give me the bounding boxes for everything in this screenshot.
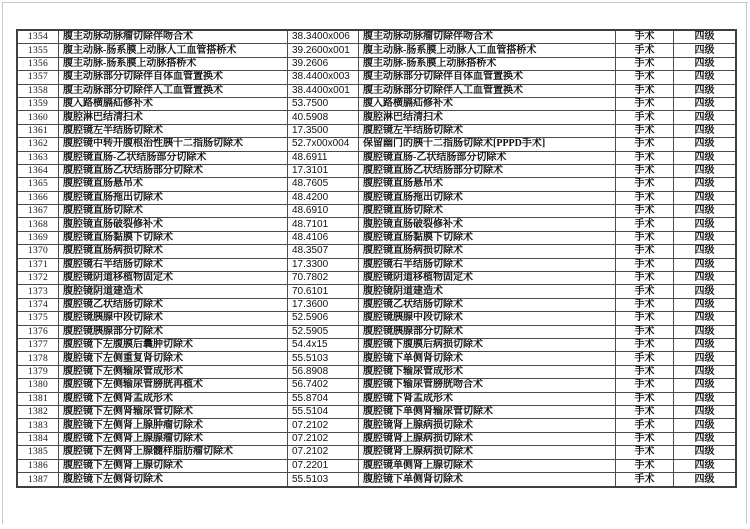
standard-procedure-name: 腹腔镜直肠破裂修补术 xyxy=(359,218,616,230)
operation-category: 手术 xyxy=(616,58,674,70)
operation-category: 手术 xyxy=(616,111,674,123)
table-row xyxy=(18,85,735,98)
standard-procedure-name: 腹腔镜直肠乙状结肠部分切除术 xyxy=(359,165,616,177)
operation-category: 手术 xyxy=(616,178,674,190)
standard-procedure-name: 腹腔镜乙状结肠切除术 xyxy=(359,299,616,311)
operation-level: 四级 xyxy=(694,419,715,431)
standard-procedure-name: 腹腔镜直肠黏膜下切除术 xyxy=(359,232,616,244)
table-row xyxy=(18,326,735,339)
row-number: 1356 xyxy=(18,58,59,70)
operation-category: 手术 xyxy=(616,98,674,110)
procedure-name: 腹腔镜下左侧输尿管膀胱再植术 xyxy=(59,379,288,391)
operation-category: 手术 xyxy=(616,31,674,43)
operation-level: 四级 xyxy=(694,218,715,230)
procedure-code: 48.4200 xyxy=(288,192,359,204)
procedure-name: 腹腔镜下左侧肾切除术 xyxy=(59,473,288,486)
row-number: 1381 xyxy=(18,393,59,405)
row-number: 1380 xyxy=(18,379,59,391)
row-number: 1364 xyxy=(18,165,59,177)
procedure-name: 腹主动脉部分切除伴自体血管置换术 xyxy=(59,71,288,83)
table-row xyxy=(18,352,735,365)
procedure-name: 腹腔镜右半结肠切除术 xyxy=(59,259,288,271)
procedure-name: 腹主动脉动脉瘤切除伴吻合术 xyxy=(59,31,288,43)
table-row xyxy=(18,312,735,325)
procedure-name: 腹主动脉-肠系膜上动脉搭桥术 xyxy=(59,58,288,70)
standard-procedure-name: 腹腔镜下单侧肾切除术 xyxy=(359,352,616,364)
operation-category: 手术 xyxy=(616,406,674,418)
operation-level: 四级 xyxy=(694,44,715,56)
procedure-code: 70.6101 xyxy=(288,285,359,297)
row-number: 1358 xyxy=(18,85,59,97)
procedure-code: 48.6910 xyxy=(288,205,359,217)
operation-level: 四级 xyxy=(694,459,715,471)
operation-category: 手术 xyxy=(616,299,674,311)
procedure-name: 腹腔镜下左侧肾上腺切除术 xyxy=(59,460,288,472)
operation-category: 手术 xyxy=(616,285,674,297)
standard-procedure-name: 腹腔镜下输尿管成形术 xyxy=(359,366,616,378)
standard-procedure-name: 腹腔镜单侧肾上腺切除术 xyxy=(359,460,616,472)
operation-category: 手术 xyxy=(616,272,674,284)
procedure-code: 52.5906 xyxy=(288,312,359,324)
procedure-name: 腹主动脉部分切除伴人工血管置换术 xyxy=(59,85,288,97)
operation-level: 四级 xyxy=(694,406,715,418)
table-row xyxy=(18,111,735,124)
procedure-name: 腹腔镜下左侧肾上腺肿瘤切除术 xyxy=(59,419,288,431)
standard-procedure-name: 腹腔镜直肠拖出切除术 xyxy=(359,192,616,204)
standard-procedure-name: 腹入路横膈疝修补术 xyxy=(359,98,616,110)
standard-procedure-name: 腹主动脉部分切除伴自体血管置换术 xyxy=(359,71,616,83)
standard-procedure-name: 腹腔镜胰腺部分切除术 xyxy=(359,326,616,338)
standard-procedure-name: 腹腔镜肾上腺病损切除术 xyxy=(359,419,616,431)
procedure-name: 腹腔镜阴道移植物固定术 xyxy=(59,272,288,284)
row-number: 1362 xyxy=(18,138,59,150)
table-row xyxy=(18,460,735,473)
operation-level: 四级 xyxy=(694,98,715,110)
table-row xyxy=(18,406,735,419)
table-row xyxy=(18,58,735,71)
table-row xyxy=(18,285,735,298)
operation-level: 四级 xyxy=(694,365,715,377)
operation-level: 四级 xyxy=(694,392,715,404)
operation-category: 手术 xyxy=(616,71,674,83)
procedure-name: 腹腔镜直肠乙状结肠部分切除术 xyxy=(59,165,288,177)
procedure-name: 腹腔镜胰腺中段切除术 xyxy=(59,312,288,324)
row-number: 1354 xyxy=(18,31,59,43)
table-row xyxy=(18,44,735,57)
standard-procedure-name: 腹主动脉动脉瘤切除伴吻合术 xyxy=(359,31,616,43)
table-row xyxy=(18,245,735,258)
row-number: 1379 xyxy=(18,366,59,378)
row-number: 1376 xyxy=(18,326,59,338)
row-number: 1373 xyxy=(18,285,59,297)
operation-category: 手术 xyxy=(616,205,674,217)
operation-level: 四级 xyxy=(694,31,715,43)
standard-procedure-name: 腹腔镜肾上腺病损切除术 xyxy=(359,446,616,458)
procedure-code: 17.3500 xyxy=(288,125,359,137)
row-number: 1368 xyxy=(18,218,59,230)
operation-level: 四级 xyxy=(694,71,715,83)
row-number: 1383 xyxy=(18,419,59,431)
procedure-code: 52.7x00x004 xyxy=(288,138,359,150)
table-row xyxy=(18,366,735,379)
operation-level: 四级 xyxy=(694,312,715,324)
row-number: 1359 xyxy=(18,98,59,110)
row-number: 1361 xyxy=(18,125,59,137)
row-number: 1384 xyxy=(18,433,59,445)
row-number: 1363 xyxy=(18,152,59,164)
procedure-code: 55.5103 xyxy=(288,352,359,364)
operation-category: 手术 xyxy=(616,393,674,405)
row-number: 1366 xyxy=(18,192,59,204)
procedure-code: 07.2201 xyxy=(288,460,359,472)
operation-category: 手术 xyxy=(616,44,674,56)
operation-category: 手术 xyxy=(616,125,674,137)
procedure-code: 55.5103 xyxy=(288,473,359,486)
table-row xyxy=(18,446,735,459)
procedure-code: 07.2102 xyxy=(288,433,359,445)
operation-category: 手术 xyxy=(616,352,674,364)
operation-level: 四级 xyxy=(694,232,715,244)
row-number: 1382 xyxy=(18,406,59,418)
standard-procedure-name: 腹腔镜左半结肠切除术 xyxy=(359,125,616,137)
row-number: 1386 xyxy=(18,460,59,472)
procedure-code: 55.5104 xyxy=(288,406,359,418)
procedure-name: 腹腔镜下左侧肾上腺腺瘤切除术 xyxy=(59,433,288,445)
table-row xyxy=(18,419,735,432)
operation-level: 四级 xyxy=(694,205,715,217)
standard-procedure-name: 腹腔镜下单侧肾输尿管切除术 xyxy=(359,406,616,418)
row-number: 1355 xyxy=(18,44,59,56)
procedure-code: 56.8908 xyxy=(288,366,359,378)
operation-category: 手术 xyxy=(616,460,674,472)
procedure-code: 55.8704 xyxy=(288,393,359,405)
procedure-code: 53.7500 xyxy=(288,98,359,110)
operation-level: 四级 xyxy=(694,245,715,257)
table-row xyxy=(18,31,735,44)
procedure-code: 07.2102 xyxy=(288,446,359,458)
operation-level: 四级 xyxy=(694,165,715,177)
standard-procedure-name: 腹腔镜直肠病损切除术 xyxy=(359,245,616,257)
table-row xyxy=(18,259,735,272)
operation-category: 手术 xyxy=(616,419,674,431)
operation-category: 手术 xyxy=(616,433,674,445)
procedure-code: 07.2102 xyxy=(288,419,359,431)
operation-category: 手术 xyxy=(616,379,674,391)
operation-level: 四级 xyxy=(694,191,715,203)
standard-procedure-name: 腹腔镜下腹膜后病损切除术 xyxy=(359,339,616,351)
standard-procedure-name: 腹腔镜直肠-乙状结肠部分切除术 xyxy=(359,152,616,164)
operation-level: 四级 xyxy=(694,299,715,310)
row-number: 1374 xyxy=(18,299,59,311)
operation-category: 手术 xyxy=(616,446,674,458)
procedure-name: 腹腔镜下左腹膜后囊肿切除术 xyxy=(59,339,288,351)
operation-level: 四级 xyxy=(694,138,715,150)
operation-level: 四级 xyxy=(694,325,715,337)
row-number: 1365 xyxy=(18,178,59,190)
procedure-name: 腹腔镜直肠破裂修补术 xyxy=(59,218,288,230)
standard-procedure-name: 腹腔镜直肠切除术 xyxy=(359,205,616,217)
procedure-code: 52.5905 xyxy=(288,326,359,338)
operation-level: 四级 xyxy=(694,473,715,485)
operation-level: 四级 xyxy=(694,178,715,190)
procedure-name: 腹主动脉-肠系膜上动脉人工血管搭桥术 xyxy=(59,44,288,56)
row-number: 1360 xyxy=(18,111,59,123)
procedure-name: 腹腔镜直肠拖出切除术 xyxy=(59,192,288,204)
operation-category: 手术 xyxy=(616,339,674,351)
procedure-name: 腹腔镜乙状结肠切除术 xyxy=(59,299,288,311)
operation-category: 手术 xyxy=(616,366,674,378)
standard-procedure-name: 腹腔镜胰腺中段切除术 xyxy=(359,312,616,324)
row-number: 1387 xyxy=(18,473,59,486)
procedures-table xyxy=(16,29,737,488)
table-row xyxy=(18,433,735,446)
procedure-name: 腹腔镜直肠-乙状结肠部分切除术 xyxy=(59,152,288,164)
row-number: 1385 xyxy=(18,446,59,458)
procedure-name: 腹腔镜下左侧重复肾切除术 xyxy=(59,352,288,364)
procedure-name: 腹腔镜下左侧肾输尿管切除术 xyxy=(59,406,288,418)
row-number: 1369 xyxy=(18,232,59,244)
procedure-code: 48.6911 xyxy=(288,152,359,164)
row-number: 1371 xyxy=(18,259,59,271)
standard-procedure-name: 腹主动脉-肠系膜上动脉人工血管搭桥术 xyxy=(359,44,616,56)
operation-level: 四级 xyxy=(694,84,715,96)
procedure-code: 17.3101 xyxy=(288,165,359,177)
operation-level: 四级 xyxy=(694,272,715,284)
operation-category: 手术 xyxy=(616,192,674,204)
procedure-name: 腹腔镜中转开腹根治性胰十二指肠切除术 xyxy=(59,138,288,150)
operation-level: 四级 xyxy=(694,124,715,136)
procedure-name: 腹腔镜直肠黏膜下切除术 xyxy=(59,232,288,244)
operation-category: 手术 xyxy=(616,85,674,97)
procedure-name: 腹腔镜下左侧输尿管成形术 xyxy=(59,366,288,378)
table-row xyxy=(18,178,735,191)
procedure-code: 48.3507 xyxy=(288,245,359,257)
procedure-code: 48.7605 xyxy=(288,178,359,190)
operation-category: 手术 xyxy=(616,138,674,150)
operation-category: 手术 xyxy=(616,218,674,230)
table-row xyxy=(18,299,735,312)
row-number: 1357 xyxy=(18,71,59,83)
operation-level: 四级 xyxy=(694,379,715,391)
operation-level: 四级 xyxy=(694,285,715,297)
operation-category: 手术 xyxy=(616,232,674,244)
procedure-name: 腹腔镜下左侧肾上腺髓样脂肪瘤切除术 xyxy=(59,446,288,458)
table-row xyxy=(18,205,735,218)
table-row xyxy=(18,192,735,205)
standard-procedure-name: 腹腔淋巴结清扫术 xyxy=(359,111,616,123)
procedure-code: 70.7802 xyxy=(288,272,359,284)
procedure-name: 腹腔镜直肠病损切除术 xyxy=(59,245,288,257)
procedure-code: 54.4x15 xyxy=(288,339,359,351)
table-row xyxy=(18,339,735,352)
standard-procedure-name: 腹腔镜下肾盂成形术 xyxy=(359,393,616,405)
table-row xyxy=(18,152,735,165)
standard-procedure-name: 腹腔镜肾上腺病损切除术 xyxy=(359,433,616,445)
operation-level: 四级 xyxy=(694,446,715,458)
operation-category: 手术 xyxy=(616,165,674,177)
row-number: 1367 xyxy=(18,205,59,217)
operation-level: 四级 xyxy=(694,432,715,444)
operation-category: 手术 xyxy=(616,259,674,271)
table-row xyxy=(18,232,735,245)
procedure-code: 38.4400x001 xyxy=(288,85,359,97)
operation-level: 四级 xyxy=(694,151,715,163)
procedure-code: 38.3400x006 xyxy=(288,31,359,43)
row-number: 1370 xyxy=(18,245,59,257)
row-number: 1375 xyxy=(18,312,59,324)
operation-category: 手术 xyxy=(616,312,674,324)
operation-level: 四级 xyxy=(694,258,715,270)
procedure-name: 腹腔镜直肠悬吊术 xyxy=(59,178,288,190)
operation-level: 四级 xyxy=(694,111,715,123)
procedure-name: 腹腔镜直肠切除术 xyxy=(59,205,288,217)
procedure-code: 56.7402 xyxy=(288,379,359,391)
procedure-code: 39.2600x001 xyxy=(288,44,359,56)
procedure-name: 腹腔镜胰腺部分切除术 xyxy=(59,326,288,338)
table-row xyxy=(18,125,735,138)
standard-procedure-name: 腹腔镜右半结肠切除术 xyxy=(359,259,616,271)
procedure-code: 17.3600 xyxy=(288,299,359,311)
operation-category: 手术 xyxy=(616,152,674,164)
procedure-name: 腹入路横膈疝修补术 xyxy=(59,98,288,110)
standard-procedure-name: 保留幽门的胰十二指肠切除术[PPPD手术] xyxy=(359,138,616,150)
operation-level: 四级 xyxy=(694,352,715,364)
table-row xyxy=(18,98,735,111)
row-number: 1378 xyxy=(18,352,59,364)
procedure-code: 38.4400x003 xyxy=(288,71,359,83)
procedure-name: 腹腔淋巴结清扫术 xyxy=(59,111,288,123)
procedure-name: 腹腔镜左半结肠切除术 xyxy=(59,125,288,137)
standard-procedure-name: 腹腔镜下输尿管膀胱吻合术 xyxy=(359,379,616,391)
procedure-code: 40.5908 xyxy=(288,111,359,123)
table-row xyxy=(18,218,735,231)
standard-procedure-name: 腹腔镜下单侧肾切除术 xyxy=(359,473,616,486)
standard-procedure-name: 腹主动脉-肠系膜上动脉搭桥术 xyxy=(359,58,616,70)
row-number: 1372 xyxy=(18,272,59,284)
standard-procedure-name: 腹腔镜阴道移植物固定术 xyxy=(359,272,616,284)
page-edge-left xyxy=(2,2,3,524)
operation-category: 手术 xyxy=(616,473,674,486)
standard-procedure-name: 腹腔镜直肠悬吊术 xyxy=(359,178,616,190)
row-number: 1377 xyxy=(18,339,59,351)
operation-level: 四级 xyxy=(694,57,715,69)
table-row xyxy=(18,71,735,84)
procedure-name: 腹腔镜阴道建造术 xyxy=(59,285,288,297)
table-row xyxy=(18,473,735,486)
procedure-code: 48.4106 xyxy=(288,232,359,244)
table-row xyxy=(18,393,735,406)
table-row xyxy=(18,272,735,285)
table-row xyxy=(18,379,735,392)
table-row xyxy=(18,165,735,178)
operation-category: 手术 xyxy=(616,326,674,338)
table-row xyxy=(18,138,735,151)
standard-procedure-name: 腹主动脉部分切除伴人工血管置换术 xyxy=(359,85,616,97)
procedure-code: 17.3300 xyxy=(288,259,359,271)
operation-category: 手术 xyxy=(616,245,674,257)
procedure-code: 39.2606 xyxy=(288,58,359,70)
procedure-code: 48.7101 xyxy=(288,218,359,230)
standard-procedure-name: 腹腔镜阴道建造术 xyxy=(359,285,616,297)
page-edge-top xyxy=(2,2,748,3)
operation-level: 四级 xyxy=(694,339,715,351)
page-edge-right xyxy=(746,2,747,524)
procedure-name: 腹腔镜下左侧肾盂成形术 xyxy=(59,393,288,405)
